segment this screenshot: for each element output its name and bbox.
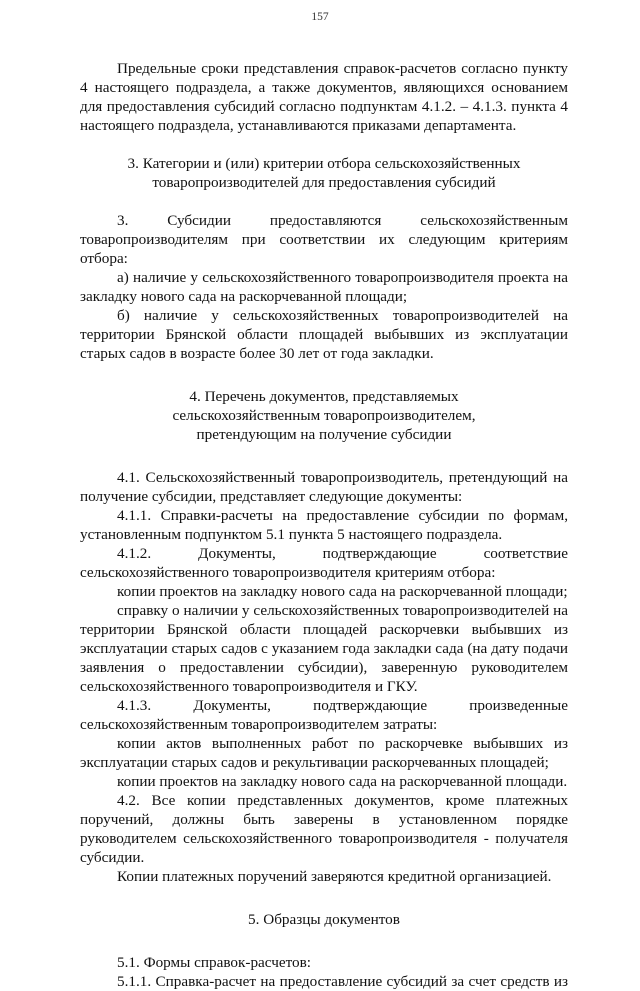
item-5-1-1: 5.1.1. Справка-расчет на предоставление субсидий за счет средств из xyxy=(117,973,568,990)
item-4-1-1: 4.1.1. Справки-расчеты на предоставление субсидии по формам, установленным подпунктом 5.1 пункта 5 настоящего подраздела. xyxy=(80,507,568,543)
section-4-heading-line-1: 4. Перечень документов, представляемых xyxy=(189,388,459,405)
item-4-1-2: 4.1.2. Документы, подтверждающие соответствие сельскохозяйственного товаропроизводителя критериям отбора: xyxy=(80,545,568,581)
item-4-1-2-certificate: справку о наличии у сельскохозяйственных товаропроизводителей на территории Брянской области площадей раскорчевки выбывших из эксплуатации старых садов с указанием года закладки сада (на дату подачи заявления о предоставлении субсидии), заверенную руководителем сельскохозяйственного товаропроизводителя и ГКУ. xyxy=(80,602,568,695)
item-4-1-3-projects: копии проектов на закладку нового сада на раскорчеванной площади. xyxy=(117,773,568,790)
item-4-1-3-acts: копии актов выполненных работ по раскорчевке выбывших из эксплуатации старых садов и рекультивации раскорчеванных площадей; xyxy=(80,735,568,771)
item-4-2: 4.2. Все копии представленных документов, кроме платежных поручений, должны быть заверены в установленном порядке руководителем сельскохозяйственного товаропроизводителя - получателя субсидии. xyxy=(80,792,568,866)
item-4-1: 4.1. Сельскохозяйственный товаропроизводитель, претендующий на получение субсидии, представляет следующие документы: xyxy=(80,469,568,505)
criterion-a: а) наличие у сельскохозяйственного товаропроизводителя проекта на закладку нового сада на раскорчеванной площади; xyxy=(80,269,568,305)
intro-paragraph: Предельные сроки представления справок-расчетов согласно пункту 4 настоящего подраздела, а также документов, являющихся основанием для предоставления субсидий согласно подпунктам 4.1.2. – 4.1.3. пункта 4 настоящего подраздела, устанавливаются приказами департамента. xyxy=(80,60,568,134)
criterion-b: б) наличие у сельскохозяйственных товаропроизводителей на территории Брянской области площадей выбывших из эксплуатации старых садов в возрасте более 30 лет от года закладки. xyxy=(80,307,568,362)
item-5-1: 5.1. Формы справок-расчетов: xyxy=(117,954,312,971)
section-3-heading-line-1: 3. Категории и (или) критерии отбора сельскохозяйственных xyxy=(127,155,521,172)
item-4-2-payment-orders: Копии платежных поручений заверяются кредитной организацией. xyxy=(117,868,552,885)
section-4-heading-line-3: претендующим на получение субсидии xyxy=(196,426,452,443)
section-4-heading-line-2: сельскохозяйственным товаропроизводителем, xyxy=(172,407,476,424)
section-5-heading: 5. Образцы документов xyxy=(248,911,400,928)
page-number: 157 xyxy=(311,11,329,23)
section-3-paragraph: 3. Субсидии предоставляются сельскохозяйственным товаропроизводителям при соответствии их следующим критериям отбора: xyxy=(80,212,568,267)
document-body xyxy=(80,59,568,991)
section-3-heading-line-2: товаропроизводителей для предоставления субсидий xyxy=(152,174,496,191)
item-4-1-3: 4.1.3. Документы, подтверждающие произведенные сельскохозяйственным товаропроизводителем затраты: xyxy=(80,697,568,733)
item-4-1-2-projects: копии проектов на закладку нового сада на раскорчеванной площади; xyxy=(117,583,568,600)
